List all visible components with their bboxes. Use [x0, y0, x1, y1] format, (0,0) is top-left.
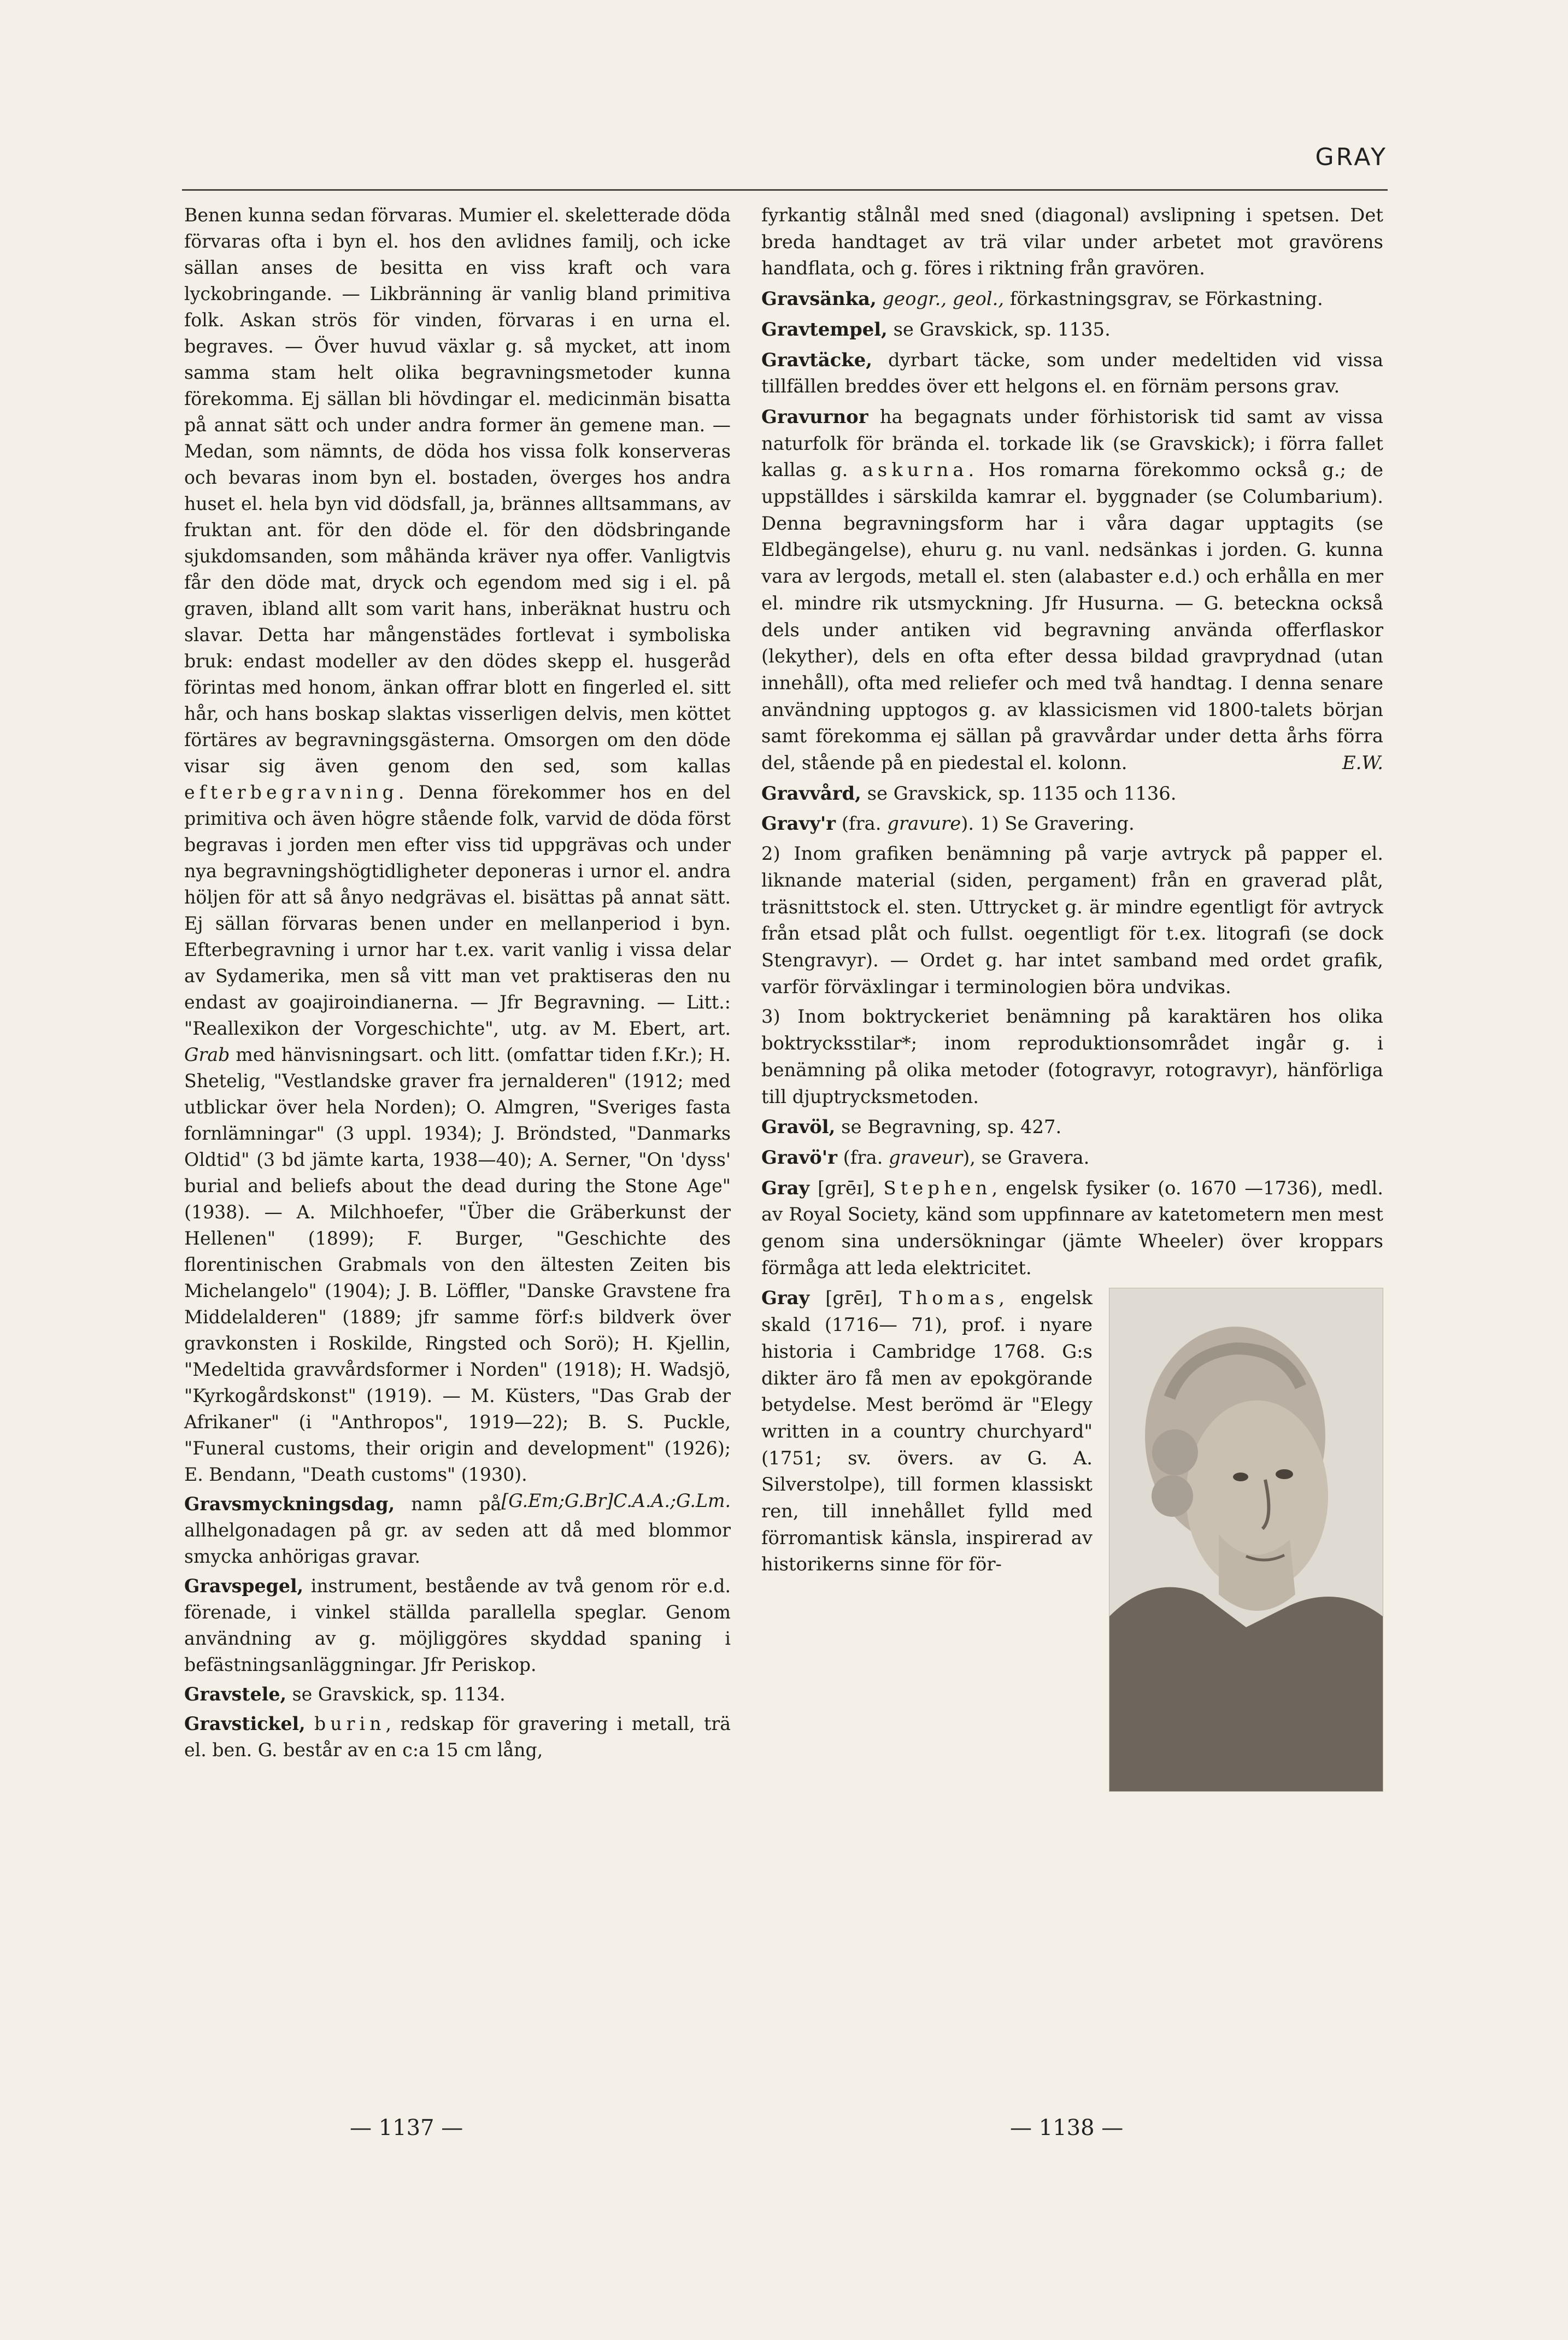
headword: Gravöl,	[761, 1116, 836, 1138]
headword: Gravstickel,	[184, 1713, 306, 1734]
entry-gravstickel: Gravstickel, burin, redskap för gravering i metall, trä el. ben. G. består av en c:a 15 cm lång,	[184, 1713, 731, 1761]
spaced-term: Stephen	[883, 1177, 992, 1199]
entry-gravor: Gravö'r (fra. graveur), se Gravera.	[761, 1146, 1090, 1168]
italic-term: Grab	[184, 1044, 230, 1065]
entry-gravurnor: Gravurnor ha begagnats under förhistorisk tid samt av vissa naturfolk för brända el. torkade lik (se Gravskick); i förra fallet kallas g. askurna. Hos romarna förekommo också g.; de uppställdes i särskilda kamrar el. byggnader (se Columbarium). Denna begravningsform har i våra dagar upptagits (se Eldbegängelse), ehuru g. nu vanl. nedsänkas i jorden. G. kunna vara av lergods, metall el. sten (alabaster e.d.) och erhålla en mer el. mindre rik utsmyckning. Jfr Husurna. — G. beteckna också dels under antiken vid begravning använda offerflaskor (lekyther), dels en ofta efter dessa bildad gravprydnad (utan innehåll), ofta med reliefer och med två handtag. I denna senare användning upptogos g. av klassicismen vid 1800-talets början samt förekomma ej sällan på gravvårdar under detta århs förra del, stående på en piedestal el. kolonn. E.W.	[761, 403, 1383, 777]
entry-gravyr-sense-2: 2) Inom grafiken benämning på varje avtryck på papper el. liknande material (siden, pergament) från en graverad plåt, träsnittstock el. sten. Uttrycket g. är mindre egentligt för avtryck från etsad plåt och fullst. oegentligt för t.ex. litografi (se dock Stengravyr). — Ordet g. har intet samband med ordet grafik, varför förväxlingar i terminologien böra undvikas.	[761, 843, 1383, 998]
running-head: GRAY	[1315, 143, 1388, 171]
entry-continuation: Benen kunna sedan förvaras. Mumier el. skeletterade döda förvaras ofta i byn el. hos den avlidnes familj, och icke sällan anses de besitta en viss kraft och vara lyckobringande. — Likbränning är vanlig bland primitiva folk. Askan strös för vinden, förvaras i en urna el. begraves. — Över huvud växlar g. så mycket, att inom samma stam helt olika begravningsmetoder kunna förekomma. Ej sällan bli hövdingar el. medicinmän bisatta på annat sätt och under andra former än gemene man. — Medan, som nämnts, de döda hos vissa folk konserveras och bevaras inom byn el. bostaden, överges hos andra huset el. hela byn vid dödsfall, ja, brännes alltsammans, av fruktan ant. för den döde el. för den dödsbringande sjukdomsanden, som måhända kräver nya offer. Vanligtvis får den döde mat, dryck och egendom med sig i el. på graven, ibland allt som varit hans, inberäknat hustru och slavar. Detta har mångenstädes fortlevat i symboliska bruk: endast modeller av den dödes skepp el. husgeråd förintas med honom, änkan offrar blott en fingerled el. sitt hår, och hans boskap slaktas visserligen delvis, men köttet förtäres av begravningsgästerna. Omsorgen om den döde visar sig även genom den sed, som kallas efterbegravning. Denna förekommer hos en del primitiva och även högre stående folk, varvid de döda först begravas i jorden men efter viss tid uppgrävas och under nya begravningshögtidligheter deponeras i urnor el. andra höljen för att så ånyo nedgrävas el. bisättas på annat sätt. Ej sällan förvaras benen under en mellanperiod i byn. Efterbegravning i urnor har t.ex. varit vanlig i vissa delar av Sydamerika, men så vitt man vet praktiseras den nu endast av goajiroindianerna. — Jfr Begravning. — Litt.: "Reallexikon der Vorgeschichte", utg. av M. Ebert, art. Grab med hänvisningsart. och litt. (omfattar tiden f.Kr.); H. Shetelig, "Vestlandske graver fra jernalderen" (1912; med utblickar över hela Norden); O. Almgren, "Sveriges fasta fornlämningar" (3 uppl. 1934); J. Bröndsted, "Danmarks Oldtid" (3 bd jämte karta, 1938—40); A. Serner, "On 'dyss' burial and beliefs about the dead during the Stone Age" (1938). — A. Milchhoefer, "Über die Gräberkunst der Hellenen" (1899); F. Burger, "Geschichte des florentinischen Grabmals von den ältesten Zeiten bis Michelangelo" (1904); J. B. Löffler, "Danske Gravstene fra Middelalderen" (1889; jfr samme förf:s bildverk över gravkonsten i Roskilde, Ringsted och Sorö); H. Kjellin, "Medeltida gravvårdsformer i Norden" (1918); H. Wadsjö, "Kyrkogårdskonst" (1919). — M. Küsters, "Das Grab der Afrikaner" (i "Anthropos", 1919—22); B. S. Puckle, "Funeral customs, their origin and development" (1926); E. Bendann, "Death customs" (1930). [G.Em;G.Br]C.A.A.;G.Lm.	[184, 202, 731, 1488]
entry-gravyr-sense-3: 3) Inom boktryckeriet benämning på karaktären hos olika boktrycksstilar*; inom reproduktionsområdet ingår g. i benämning på olika metoder (fotogravyr, rotogravyr), hänförliga till djuptrycksmetoden.	[761, 1006, 1383, 1107]
entry-gravvard: Gravvård, se Gravskick, sp. 1135 och 1136.	[761, 782, 1177, 804]
entry-gravsanka: Gravsänka, geogr., geol., förkastningsgrav, se Förkastning.	[761, 288, 1323, 310]
headword: Gray	[761, 1176, 810, 1199]
headword: Gravstele,	[184, 1684, 287, 1705]
headword: Gravvård,	[761, 782, 861, 804]
entry-continuation: fyrkantig stålnål med sned (diagonal) avslipning i spetsen. Det breda handtaget av trä vilar under arbetet mot gravörens handflata, och g. föres i riktning från gravören.	[761, 204, 1383, 279]
headword: Gravspegel,	[184, 1575, 304, 1597]
entry-gravstele: Gravstele, se Gravskick, sp. 1134.	[184, 1684, 506, 1705]
entry-gravtempel: Gravtempel, se Gravskick, sp. 1135.	[761, 318, 1111, 340]
headword: Gravsmyckningsdag,	[184, 1493, 395, 1515]
page-number-right: — 1138 —	[1010, 2115, 1124, 2140]
left-column	[184, 202, 731, 1767]
headword: Gravö'r	[761, 1146, 837, 1168]
spaced-term: Thomas	[899, 1287, 999, 1309]
headword: Gravtempel,	[761, 318, 888, 340]
header-rule	[182, 189, 1388, 191]
entry-gravol: Gravöl, se Begravning, sp. 427.	[761, 1116, 1062, 1138]
right-column	[761, 202, 1383, 1797]
headword: Gravsänka,	[761, 288, 877, 310]
page-number-left: — 1137 —	[350, 2115, 463, 2140]
headword: Gravtäcke,	[761, 348, 872, 371]
entry-gravtacke: Gravtäcke, dyrbart täcke, som under medeltiden vid vissa tillfällen breddes över ett helgons el. en förnäm persons grav.	[761, 348, 1383, 397]
entry-gravyr: Gravy'r (fra. gravure). 1) Se Gravering.	[761, 812, 1135, 835]
spaced-term: efterbegravning	[184, 782, 398, 803]
entry-gray-stephen: Gray [grēɪ], Stephen, engelsk fysiker (o. 1670 —1736), medl. av Royal Society, känd som uppfinnare av katetometern men mest genom sina undersökningar (jämte Wheeler) över kroppars förmåga att leda elektricitet.	[761, 1176, 1383, 1279]
headword: Gravy'r	[761, 812, 836, 835]
headword: Gravurnor	[761, 405, 868, 427]
portrait-image	[1109, 1288, 1383, 1792]
entry-gravspegel: Gravspegel, instrument, bestående av två genom rör e.d. förenade, i vinkel ställda parallella speglar. Genom användning av g. möjliggöres skyddad spaning i befästningsanläggningar. Jfr Periskop.	[184, 1575, 731, 1675]
entry-gravsmyckningsdag: Gravsmyckningsdag, namn på allhelgonadagen på gr. av seden att då med blommor smycka anhörigas gravar.	[184, 1493, 731, 1567]
entry-gray-thomas: Gray [grēɪ], Thomas, engelsk skald (1716— 71), prof. i nyare historia i Cambridge 1768. G:s dikter äro få men av epokgörande betydelse. Mest berömd är "Elegy written in a country churchyard" (1751; sv. övers. av G. A. Silverstolpe), till formen klassiskt ren, till innehållet fylld med förromantisk känsla, inspirerad av historikerns sinne för för-	[761, 1285, 1383, 1578]
author-signature: [G.Em;G.Br]C.A.A.;G.Lm.	[501, 1490, 731, 1511]
headword: Gray	[761, 1287, 810, 1309]
spaced-term: askurna	[862, 459, 968, 481]
author-signature: E.W.	[1342, 752, 1383, 774]
spaced-term: burin	[314, 1713, 386, 1734]
portrait-icon	[1109, 1288, 1383, 1791]
